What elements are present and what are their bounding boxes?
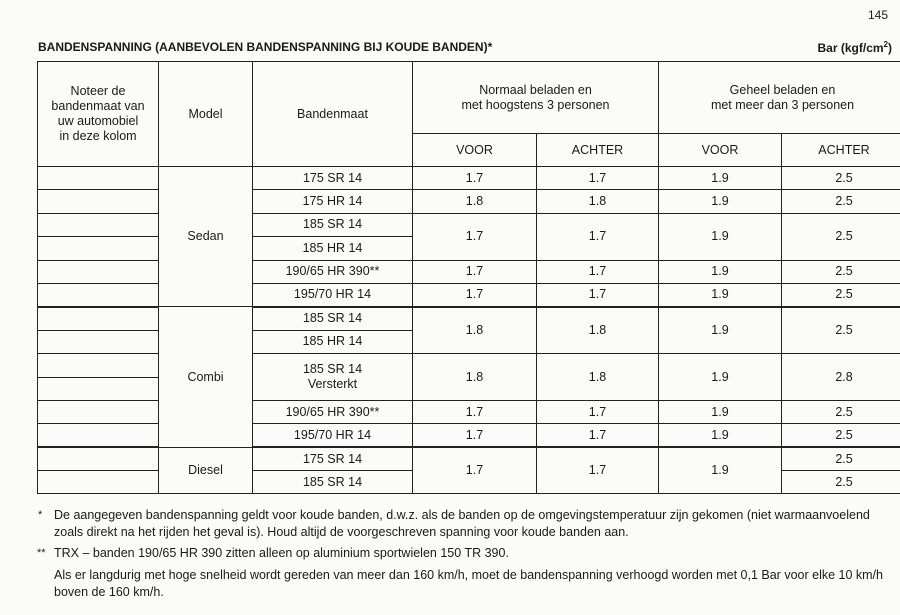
- note-column-header: Noteer de bandenmaat van uw automobiel in deze kolom: [38, 62, 159, 167]
- note-cell: [38, 190, 159, 213]
- note-cell: [38, 237, 159, 260]
- value-cell: 2.5: [782, 424, 900, 447]
- note-cell: [38, 307, 159, 330]
- table-title: BANDENSPANNING (AANBEVOLEN BANDENSPANNING BIJ KOUDE BANDEN)*: [38, 40, 493, 54]
- tire-size-cell: 190/65 HR 390**: [253, 260, 413, 283]
- footnote-double-star-text: TRX – banden 190/65 HR 390 zitten alleen op aluminium sportwielen 150 TR 390.: [54, 546, 509, 560]
- value-cell: 1.9: [659, 307, 782, 354]
- value-cell: 1.8: [537, 190, 659, 213]
- value-cell: 1.9: [659, 213, 782, 260]
- value-cell: 2.5: [782, 307, 900, 354]
- value-cell: 1.8: [413, 307, 537, 354]
- tire-size-cell: 185 SR 14: [253, 307, 413, 330]
- value-cell: 1.7: [537, 424, 659, 447]
- value-cell: 2.5: [782, 471, 900, 494]
- note-cell: [38, 400, 159, 423]
- table-row: [38, 447, 900, 470]
- value-cell: 1.8: [413, 190, 537, 213]
- tire-size-cell: 175 SR 14: [253, 447, 413, 470]
- tire-size-cell: 175 SR 14: [253, 167, 413, 190]
- value-cell: 1.7: [537, 260, 659, 283]
- value-cell: 1.7: [413, 167, 537, 190]
- page-number: 145: [867, 8, 888, 22]
- tire-size-cell: 185 SR 14 Versterkt: [253, 354, 413, 401]
- value-cell: 1.7: [537, 167, 659, 190]
- full-load-header: Geheel beladen en met meer dan 3 personen: [659, 62, 900, 134]
- note-cell: [38, 377, 159, 400]
- model-header: Model: [159, 62, 253, 167]
- note-cell: [38, 447, 159, 470]
- tire-pressure-table: [37, 61, 900, 494]
- model-cell-combi: Combi: [159, 307, 253, 447]
- value-cell: 1.8: [537, 354, 659, 401]
- tire-size-cell: 185 HR 14: [253, 237, 413, 260]
- value-cell: 2.5: [782, 167, 900, 190]
- footnote-star-text: De aangegeven bandenspanning geldt voor koude banden, d.w.z. als de banden op de omgevingstemperatuur zijn gekomen (niet warmaanvoelend zoals direkt na het rijden het geval is). Houd altijd de voorgeschreven spanning voor koude banden aan.: [54, 508, 870, 539]
- value-cell: 2.5: [782, 260, 900, 283]
- value-cell: 1.7: [413, 213, 537, 260]
- note-cell: [38, 167, 159, 190]
- value-cell: 1.9: [659, 447, 782, 494]
- normal-rear-header: ACHTER: [537, 134, 659, 167]
- value-cell: 1.7: [537, 213, 659, 260]
- full-front-header: VOOR: [659, 134, 782, 167]
- tire-size-cell: 195/70 HR 14: [253, 424, 413, 447]
- value-cell: 2.5: [782, 283, 900, 306]
- note-cell: [38, 260, 159, 283]
- tire-size-cell: 175 HR 14: [253, 190, 413, 213]
- value-cell: 1.9: [659, 424, 782, 447]
- value-cell: 2.5: [782, 190, 900, 213]
- value-cell: 1.8: [537, 307, 659, 354]
- value-cell: 1.9: [659, 167, 782, 190]
- header-row-1: [38, 62, 900, 134]
- value-cell: 1.7: [413, 447, 537, 494]
- value-cell: 2.5: [782, 447, 900, 470]
- footnote-star-mark: *: [38, 509, 43, 521]
- footnote-cold-tires: [38, 507, 900, 541]
- table-row: [38, 167, 900, 190]
- tire-size-cell: 185 SR 14: [253, 471, 413, 494]
- tire-size-cell: 190/65 HR 390**: [253, 400, 413, 423]
- high-speed-note: Als er langdurig met hoge snelheid wordt gereden van meer dan 160 km/h, moet de bandenspanning verhoogd worden met 0,1 Bar voor elke 10 km/h boven de 160 km/h.: [54, 568, 883, 599]
- full-rear-header: ACHTER: [782, 134, 900, 167]
- value-cell: 1.7: [537, 283, 659, 306]
- note-cell: [38, 213, 159, 236]
- note-cell: [38, 424, 159, 447]
- value-cell: 1.7: [537, 400, 659, 423]
- value-cell: 1.9: [659, 190, 782, 213]
- value-cell: 1.9: [659, 260, 782, 283]
- note-cell: [38, 283, 159, 306]
- value-cell: 1.9: [659, 283, 782, 306]
- value-cell: 1.7: [413, 400, 537, 423]
- tire-size-header: Bandenmaat: [253, 62, 413, 167]
- note-cell: [38, 471, 159, 494]
- footnote-double-star-mark: **: [37, 547, 46, 559]
- model-cell-diesel: Diesel: [159, 447, 253, 494]
- value-cell: 2.8: [782, 354, 900, 401]
- value-cell: 1.9: [659, 400, 782, 423]
- value-cell: 1.9: [659, 354, 782, 401]
- unit-label: Bar $(kgf/cm^2)$: [817, 40, 892, 55]
- value-cell: 1.8: [413, 354, 537, 401]
- tire-size-cell: 185 SR 14: [253, 213, 413, 236]
- note-cell: [38, 330, 159, 353]
- normal-load-header: Normaal beladen en met hoogstens 3 personen: [413, 62, 659, 134]
- value-cell: 1.7: [413, 424, 537, 447]
- value-cell: 1.7: [413, 283, 537, 306]
- footnotes: [38, 507, 900, 601]
- tire-size-cell: 195/70 HR 14: [253, 283, 413, 306]
- footnote-trx: [38, 545, 900, 562]
- value-cell: 2.5: [782, 400, 900, 423]
- model-cell-sedan: Sedan: [159, 167, 253, 307]
- table-row: [38, 307, 900, 330]
- value-cell: 1.7: [537, 447, 659, 494]
- normal-front-header: VOOR: [413, 134, 537, 167]
- value-cell: 2.5: [782, 213, 900, 260]
- tire-size-cell: 185 HR 14: [253, 330, 413, 353]
- value-cell: 1.7: [413, 260, 537, 283]
- note-cell: [38, 354, 159, 377]
